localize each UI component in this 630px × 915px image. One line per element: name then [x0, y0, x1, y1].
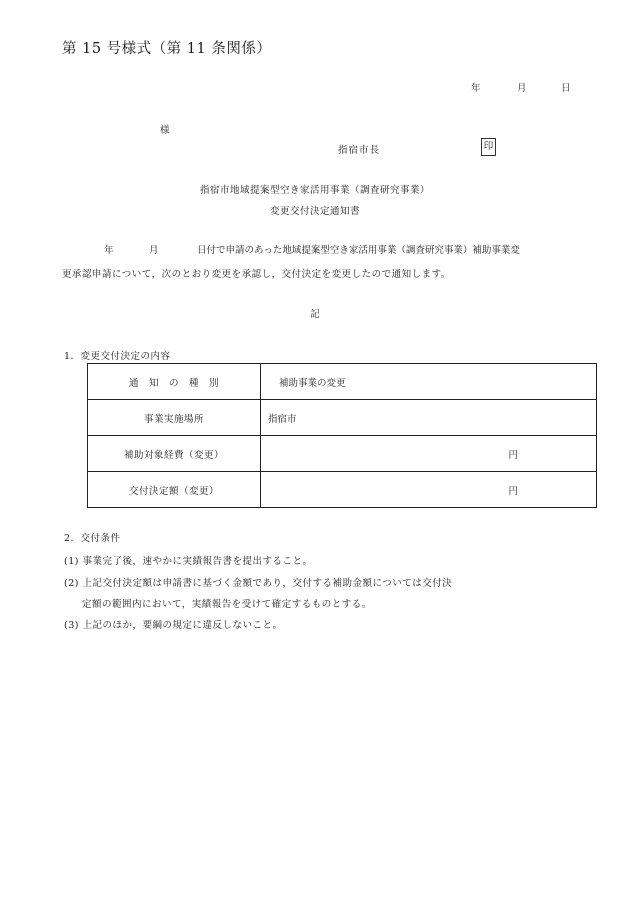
body-text-line1: 日付で申請のあった地域提案型空き家活用事業（調査研究事業）補助事業変	[197, 245, 520, 256]
row-label: 事業実施場所	[88, 400, 261, 436]
decision-table	[87, 363, 597, 508]
condition-item: (3) 上記のほか，要綱の規定に違反しないこと。	[64, 620, 283, 631]
ki-marker: 記	[310, 309, 320, 320]
issuer-name: 指宿市長	[338, 145, 381, 156]
table-row	[88, 400, 597, 436]
table-row	[88, 364, 597, 400]
body-year: 年	[104, 245, 114, 256]
row-value: 補助事業の変更	[261, 364, 597, 400]
date-year: 年	[471, 83, 481, 94]
body-month: 月	[149, 245, 159, 256]
table-row	[88, 472, 597, 508]
row-value: 円	[261, 472, 597, 508]
document-title-line1: 指宿市地域提案型空き家活用事業（調査研究事業）	[199, 185, 430, 196]
row-label: 交付決定額（変更）	[88, 472, 261, 508]
condition-item: (1) 事業完了後，速やかに実績報告書を提出すること。	[64, 556, 313, 567]
seal-box: 印	[481, 138, 496, 156]
row-value: 指宿市	[261, 400, 597, 436]
row-label: 補助対象経費（変更）	[88, 436, 261, 472]
document-title-line2: 変更交付決定通知書	[269, 206, 360, 217]
row-value: 円	[261, 436, 597, 472]
section2-heading: 2．交付条件	[64, 533, 121, 544]
section1-heading: 1．変更交付決定の内容	[64, 351, 171, 362]
date-month: 月	[517, 83, 527, 94]
body-text-line2: 更承認申請について，次のとおり変更を承認し，交付決定を変更したので通知します。	[62, 269, 451, 280]
table-row	[88, 436, 597, 472]
condition-item: 定額の範囲内において，実績報告を受けて確定するものとする。	[82, 599, 372, 610]
form-number: 第 15 号様式（第 11 条関係）	[62, 41, 272, 57]
row-label: 通 知 の 種 別	[88, 364, 261, 400]
condition-item: (2) 上記交付決定額は申請書に基づく金額であり，交付する補助金額については交付決	[64, 578, 453, 589]
addressee-suffix: 様	[160, 125, 170, 136]
date-day: 日	[561, 83, 571, 94]
